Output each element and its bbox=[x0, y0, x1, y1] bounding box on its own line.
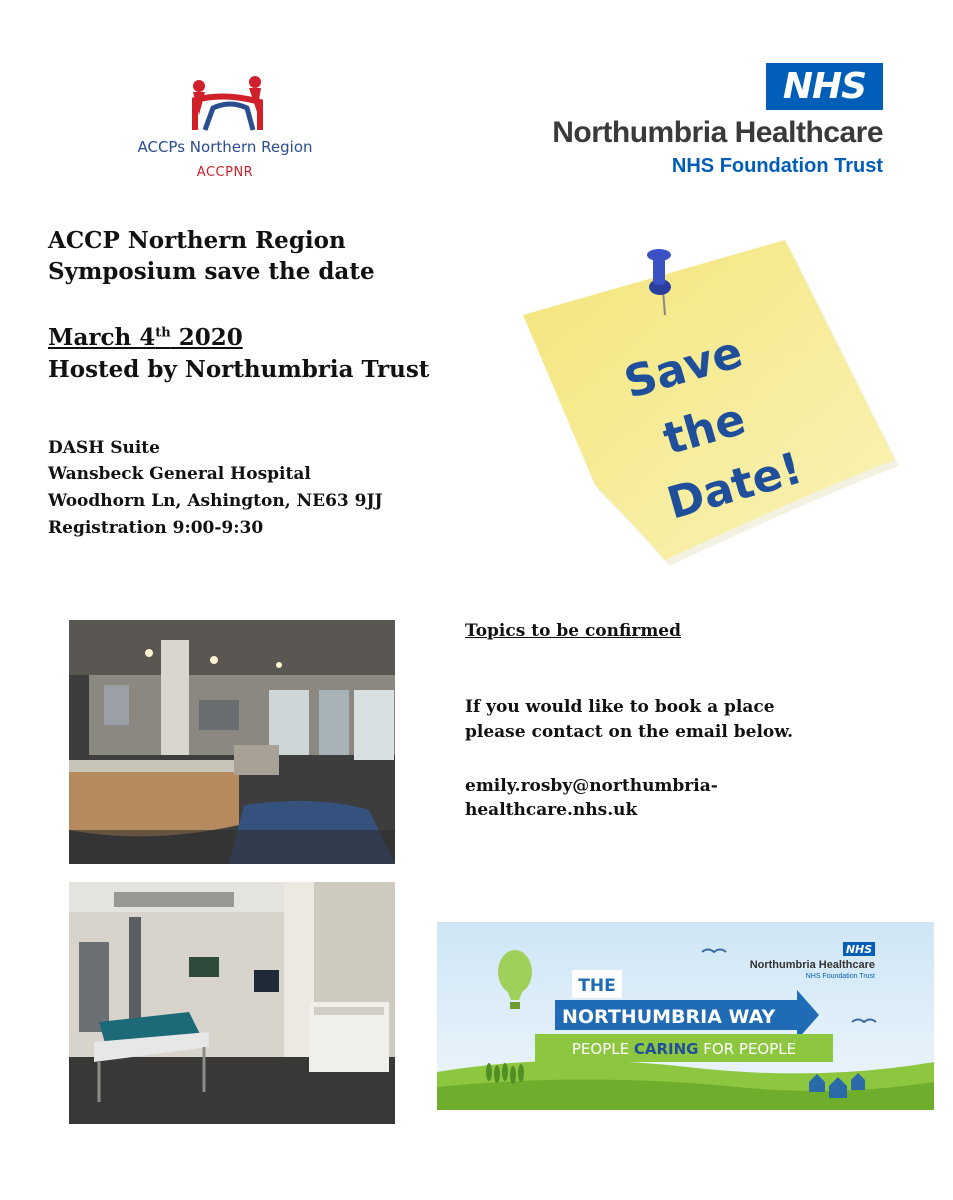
event-date-day: March 4 bbox=[48, 324, 156, 351]
northumbria-way-banner bbox=[437, 922, 934, 1110]
sticky-save: Save bbox=[618, 326, 749, 409]
banner-trust-subtitle: NHS Foundation Trust bbox=[805, 973, 875, 980]
topics-heading: Topics to be confirmed bbox=[465, 621, 682, 641]
ward-photo bbox=[69, 882, 395, 1124]
event-date-year: 2020 bbox=[170, 324, 243, 351]
hosted-by: Hosted by Northumbria Trust bbox=[48, 356, 430, 383]
reception-photo bbox=[69, 620, 395, 864]
booking-text-line2: please contact on the email below. bbox=[465, 722, 794, 742]
event-date bbox=[48, 324, 243, 351]
venue-address: Woodhorn Ln, Ashington, NE63 9JJ bbox=[48, 491, 383, 511]
banner-northumbria-way: NORTHUMBRIA WAY bbox=[562, 1006, 776, 1028]
trust-subtitle: NHS Foundation Trust bbox=[671, 155, 883, 177]
sticky-the: the bbox=[657, 393, 751, 466]
trust-name: Northumbria Healthcare bbox=[552, 116, 883, 149]
banner-the: THE bbox=[578, 976, 616, 996]
accp-logo bbox=[95, 70, 355, 190]
registration-time: Registration 9:00-9:30 bbox=[48, 518, 264, 538]
save-the-date-sticky-note bbox=[515, 235, 910, 565]
event-title-line2: Symposium save the date bbox=[48, 258, 375, 285]
event-date-suffix: th bbox=[155, 325, 171, 341]
venue-suite: DASH Suite bbox=[48, 438, 160, 458]
event-title-line1: ACCP Northern Region bbox=[48, 227, 346, 254]
accp-figures-icon bbox=[95, 70, 355, 138]
contact-email-line2[interactable]: healthcare.nhs.uk bbox=[465, 800, 638, 820]
sticky-date: Date! bbox=[661, 442, 808, 530]
nhs-badge: NHS bbox=[766, 63, 883, 110]
banner-tagline: PEOPLE CARING FOR PEOPLE bbox=[571, 1040, 797, 1058]
accp-logo-abbreviation: ACCPNR bbox=[196, 165, 254, 180]
banner-trust-name: Northumbria Healthcare bbox=[749, 959, 875, 971]
venue-hospital: Wansbeck General Hospital bbox=[48, 464, 311, 484]
booking-text-line1: If you would like to book a place bbox=[465, 697, 775, 717]
contact-email-line1[interactable]: emily.rosby@northumbria- bbox=[465, 776, 718, 796]
banner-nhs-badge: NHS bbox=[845, 943, 873, 956]
accp-logo-name: ACCPs Northern Region bbox=[137, 138, 313, 156]
